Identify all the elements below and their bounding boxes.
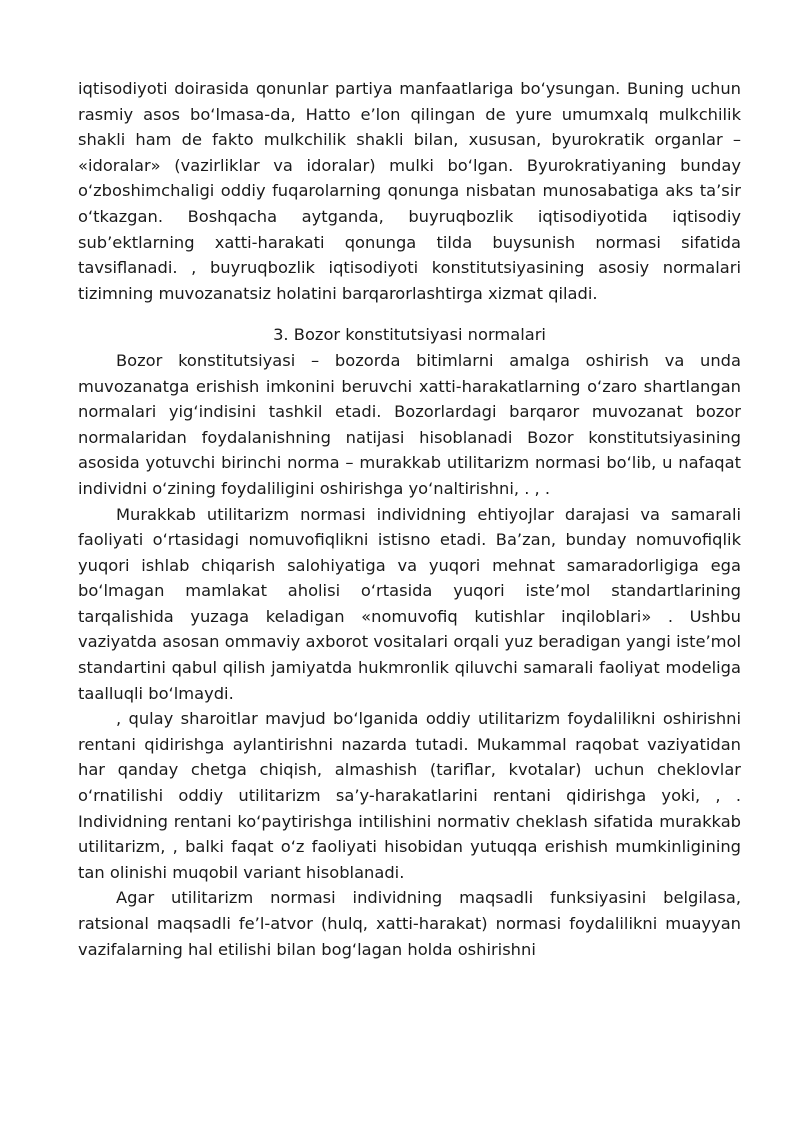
- paragraph-bozor-konstitutsiyasi: Bozor konstitutsiyasi – bozorda bitimlarni amalga oshirish va unda muvozanatga erishish imkonini beruvchi xatti-harakatlarning o‘zaro shartlangan normalari yig‘indisini tashkil etadi. Bozorlardagi barqaror muvozanat bozor normalaridan foydalanishning natijasi hisoblanadi Bozor konstitutsiyasining asosida yotuvchi birinchi norma – murakkab utilitarizm normasi bo‘lib, u nafaqat individni o‘zining foydaliligini oshirishga yo‘naltirishni, . , .: [78, 350, 741, 498]
- section-heading: 3. Bozor konstitutsiyasi normalari: [273, 325, 546, 345]
- paragraph-qulay-sharoitlar: , qulay sharoitlar mavjud bo‘lganida oddiy utilitarizm foydalilikni oshirishni rentani qidirishga aylantirishni nazarda tutadi. Mukammal raqobat vaziyatidan har qanday chetga chiqish, almashish (tariflar, kvotalar) uchun cheklovlar o‘rnatilishi oddiy utilitarizm sa’y-harakatlarini rentani qidirishga yoki, , . Individning rentani ko‘paytirishga intilishini normativ cheklash sifatida murakkab utilitarizm, , balki faqat o‘z faoliyati hisobidan yutuqqa erishish mumkinligining tan olinishi muqobil variant hisoblanadi.: [78, 709, 741, 882]
- paragraph-intro: iqtisodiyoti doirasida qonunlar partiya manfaatlariga bo‘ysungan. Buning uchun rasmiy asos bo‘lmasa-da, Hatto e’lon qilingan de yure umumxalq mulkchilik shakli ham de fakto mulkchilik shakli bilan, xususan, byurokratik organlar – «idoralar» (vazirliklar va idoralar) mulki bo‘lgan. Byurokratiyaning bunday o‘zboshimchaligi oddiy fuqarolarning qonunga nisbatan munosabatiga aks ta’sir o‘tkazgan. Boshqacha aytganda, buyruqbozlik iqtisodiyotida iqtisodiy sub’ektlarning xatti-harakati qonunga tilda buysunish normasi sifatida tavsiflanadi. , buyruqbozlik iqtisodiyoti konstitutsiyasining asosiy normalari tizimning muvozanatsiz holatini barqarorlashtirga xizmat qiladi.: [78, 79, 741, 303]
- paragraph-murakkab-utilitarizm: Murakkab utilitarizm normasi individning ehtiyojlar darajasi va samarali faoliyati o‘rtasidagi nomuvofiqlikni istisno etadi. Ba’zan, bunday nomuvofiqlik yuqori ishlab chiqarish salohiyatiga va yuqori mehnat samaradorligiga ega bo‘lmagan mamlakat aholisi o‘rtasida yuqori iste’mol standartlarining tarqalishida yuzaga keladigan «nomuvofiq kutishlar inqiloblari» . Ushbu vaziyatda asosan ommaviy axborot vositalari orqali yuz beradigan yangi iste’mol standartini qabul qilish jamiyatda hukmronlik qiluvchi samarali faoliyat modeliga taalluqli bo‘lmaydi.: [78, 504, 741, 703]
- document-page: [78, 76, 741, 962]
- paragraph-agar-utilitarizm: Agar utilitarizm normasi individning maqsadli funksiyasini belgilasa, ratsional maqsadli fe’l-atvor (hulq, xatti-harakat) normasi foydalilikni muayyan vazifalarning hal etilishi bilan bog‘lagan holda oshirishni: [78, 888, 741, 959]
